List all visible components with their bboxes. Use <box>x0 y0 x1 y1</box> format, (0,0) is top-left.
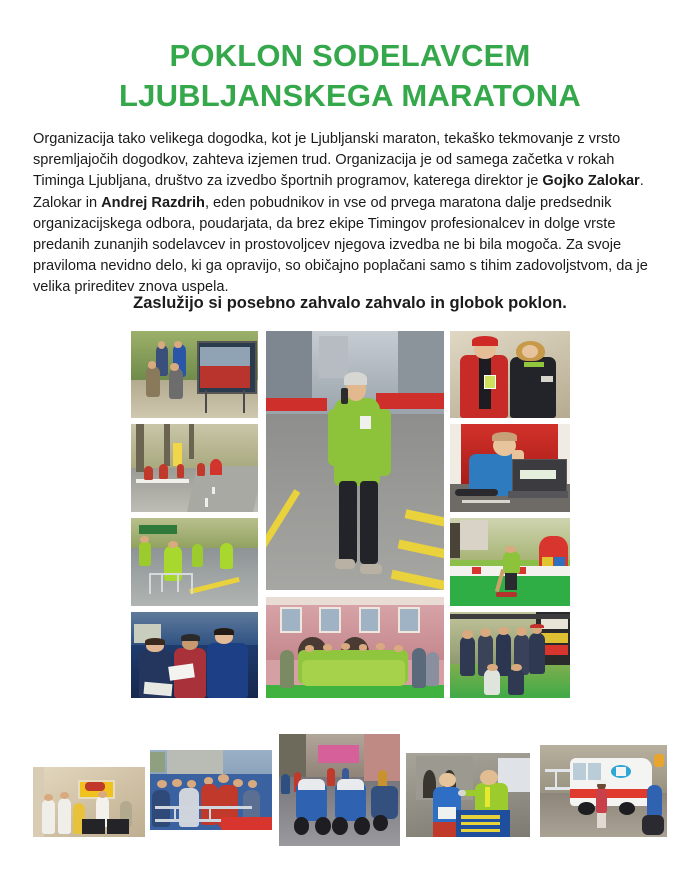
gallery-photo-center-2 <box>266 597 444 698</box>
gallery-photo-right-4 <box>450 612 570 698</box>
gallery-photo-left-1 <box>131 331 258 418</box>
gallery-photo-center-1 <box>266 331 444 590</box>
gallery-photo-left-2 <box>131 424 258 512</box>
page-title <box>0 36 700 116</box>
gallery-photo-strip-1 <box>33 767 145 837</box>
thanks-statement: Zaslužijo si posebno zahvalo zahvalo in globok poklon. <box>133 294 567 312</box>
page-title-line-1: POKLON SODELAVCEM <box>169 38 531 73</box>
paragraph-segment-1: Organizacija tako velikega dogodka, kot je Ljubljanski maraton, tekaško tekmovanje z vrsto spremljajočih dogodkov, zahteva izjemen trud. Organizacija je od samega začetka v rokah Timinga Ljubljana, društvo za izvedbo športnih programov, katerega direktor je <box>33 131 621 190</box>
gallery-photo-strip-3 <box>279 734 400 846</box>
gallery-photo-left-3 <box>131 518 258 606</box>
gallery-photo-strip-2 <box>150 750 272 830</box>
gallery-photo-right-2 <box>450 424 570 512</box>
person-name-andrej-razdrih: Andrej Razdrih <box>101 194 205 211</box>
gallery-photo-left-4 <box>131 612 258 698</box>
paragraph-segment-2: . Zalokar in <box>33 173 644 211</box>
gallery-photo-strip-5 <box>540 745 667 837</box>
gallery-photo-right-3 <box>450 518 570 606</box>
article-paragraph <box>33 129 669 299</box>
paragraph-segment-3: , eden pobudnikov in vse od prvega maratona dalje predsednik organizacijskega odbora, poudarjata, da brez ekipe Timingov profesionalcev in dolge vrste predanih zunanjih sodelavcev in prostovoljcev njegova izvedba ne bi bila mogoča. Za svoje praviloma nevidno delo, ki ga opravijo, so običajno poplačani samo s tihim zadovoljstvom, da je velika prireditev znova uspela. <box>33 194 648 296</box>
person-name-gojko-zalokar: Gojko Zalokar <box>542 173 640 190</box>
gallery-photo-strip-4 <box>406 753 530 837</box>
page-title-line-2: LJUBLJANSKEGA MARATONA <box>119 78 581 113</box>
gallery-photo-right-1 <box>450 331 570 418</box>
